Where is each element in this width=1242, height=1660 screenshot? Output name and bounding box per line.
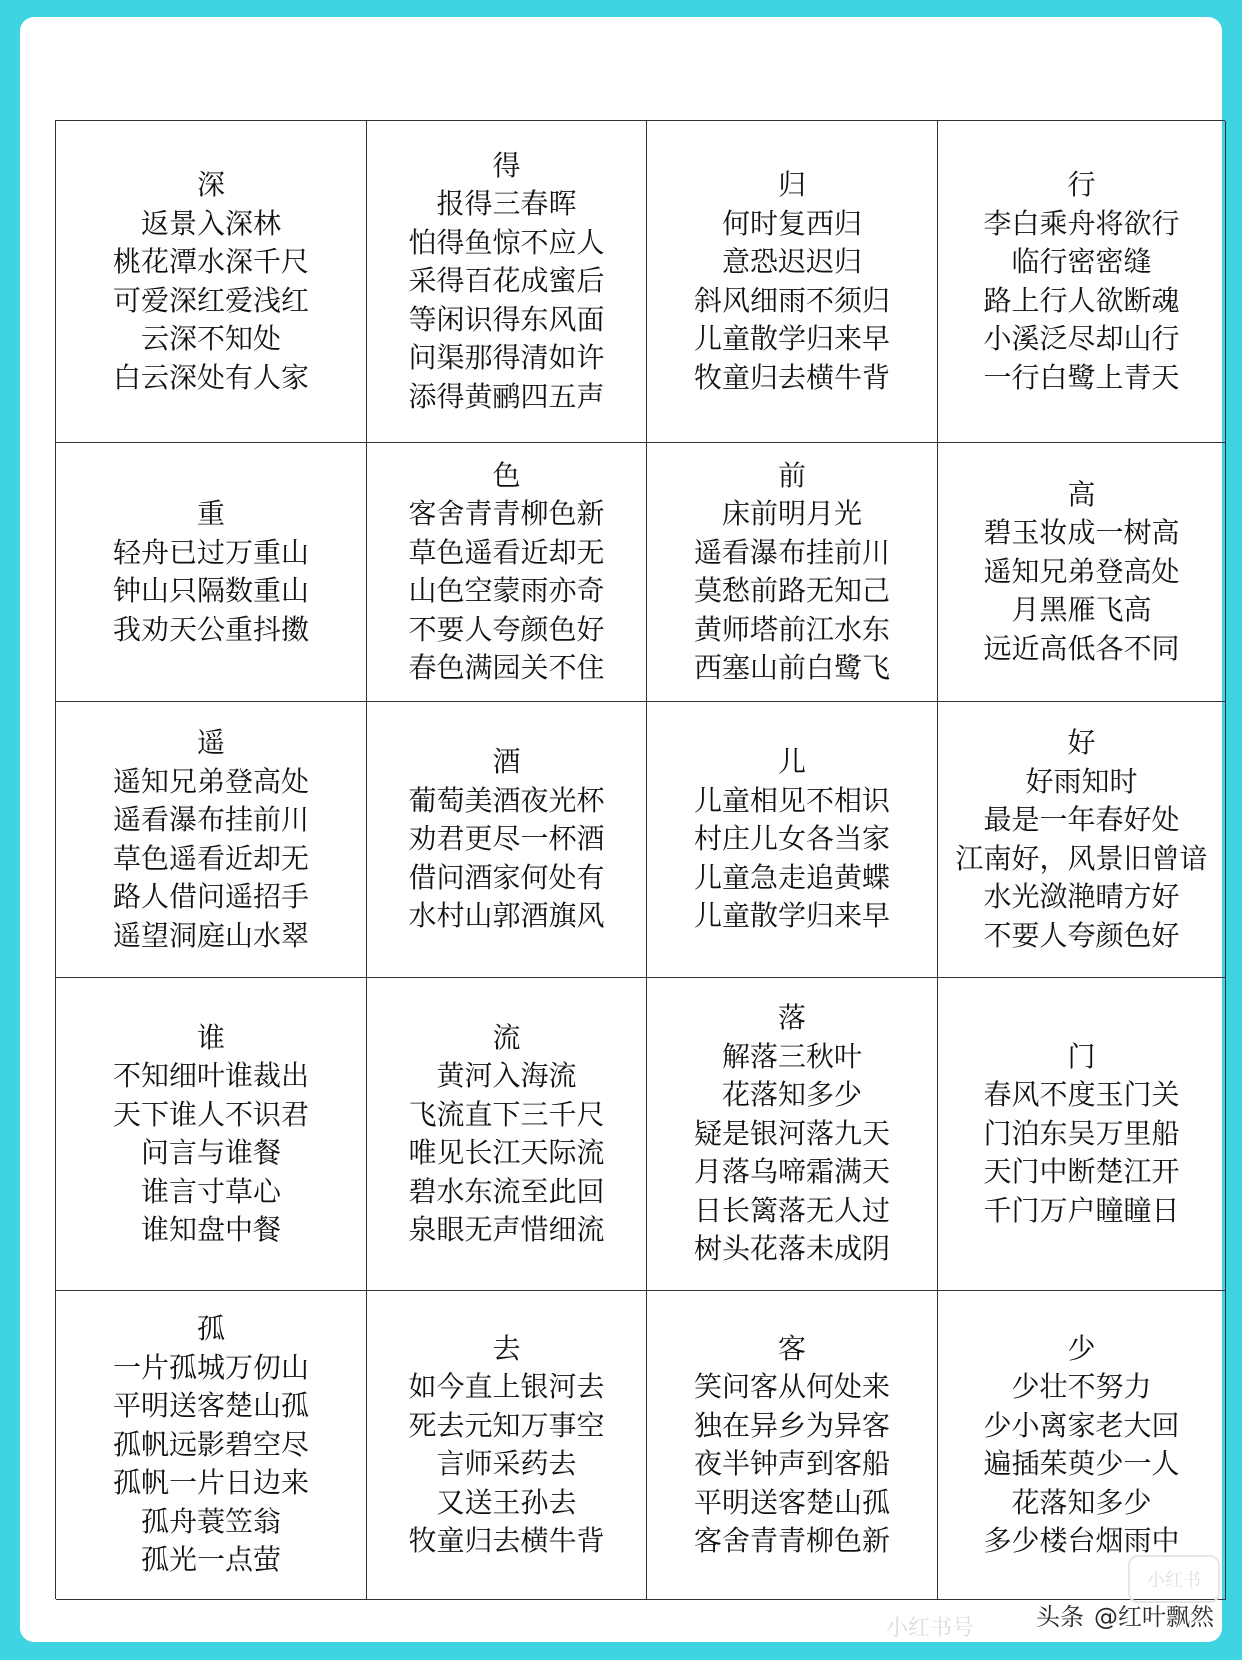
grid-cell xyxy=(367,443,647,702)
poem-line: 春风不度玉门关 xyxy=(983,1078,1180,1112)
cell-heading-character: 门 xyxy=(1067,1039,1096,1073)
poem-line: 月黑雁飞高 xyxy=(1011,593,1152,627)
poem-line: 月落乌啼霜满天 xyxy=(693,1155,890,1189)
poem-line: 怕得鱼惊不应人 xyxy=(408,225,605,259)
poem-line: 床前明月光 xyxy=(721,497,862,530)
cell-heading-character: 谁 xyxy=(196,1020,225,1054)
poem-line: 解落三秋叶 xyxy=(721,1039,862,1073)
poem-line: 小溪泛尽却山行 xyxy=(983,322,1180,355)
cell-heading-character: 得 xyxy=(492,148,521,182)
grid-cell xyxy=(647,1291,938,1600)
poem-line: 花落知多少 xyxy=(1011,1485,1152,1519)
poem-line: 草色遥看近却无 xyxy=(112,841,309,875)
poem-line: 客舍青青柳色新 xyxy=(408,497,605,530)
poem-line: 劝君更尽一杯酒 xyxy=(408,822,605,856)
poem-line: 不要人夸颜色好 xyxy=(983,918,1180,952)
poem-line: 谁言寸草心 xyxy=(140,1174,281,1208)
poem-line: 一行白鹭上青天 xyxy=(983,360,1180,394)
grid-cell xyxy=(56,121,367,443)
poem-line: 路上行人欲断魂 xyxy=(983,283,1180,317)
poem-grid xyxy=(55,120,1225,1599)
poem-line: 遥望洞庭山水翠 xyxy=(112,918,309,952)
poem-line: 飞流直下三千尺 xyxy=(408,1097,605,1131)
poem-line: 言师采药去 xyxy=(436,1447,577,1480)
poem-line: 村庄儿女各当家 xyxy=(693,822,890,856)
grid-cell xyxy=(647,121,938,443)
grid-cell xyxy=(367,1291,647,1600)
grid-cell xyxy=(647,978,938,1291)
cell-heading-character: 色 xyxy=(492,458,521,492)
footer-author: @红叶飘然 xyxy=(1094,1603,1214,1631)
watermark-badge: 小红书 xyxy=(1128,1555,1220,1603)
poem-line: 等闲识得东风面 xyxy=(408,302,605,336)
poem-line: 多少楼台烟雨中 xyxy=(983,1524,1180,1557)
poem-line: 儿童相见不相识 xyxy=(693,783,890,817)
cell-heading-character: 少 xyxy=(1067,1331,1096,1365)
poem-line: 添得黄鹂四五声 xyxy=(408,379,605,413)
poem-line: 草色遥看近却无 xyxy=(408,535,605,569)
poem-line: 遥知兄弟登高处 xyxy=(983,554,1180,588)
poem-line: 采得百花成蜜后 xyxy=(408,264,605,298)
poem-line: 李白乘舟将欲行 xyxy=(983,206,1180,240)
grid-cell xyxy=(938,1291,1226,1600)
cell-heading-character: 行 xyxy=(1067,168,1096,201)
cell-heading-character: 重 xyxy=(196,497,225,530)
poem-line: 门泊东吴万里船 xyxy=(983,1116,1180,1150)
grid-cell xyxy=(647,702,938,978)
cell-heading-character: 酒 xyxy=(492,745,521,779)
grid-cell xyxy=(938,121,1226,443)
poem-line: 碧玉妆成一树高 xyxy=(983,516,1180,550)
poem-line: 少小离家老大回 xyxy=(983,1408,1180,1442)
cell-heading-character: 客 xyxy=(777,1331,806,1365)
poem-line: 泉眼无声惜细流 xyxy=(408,1213,605,1246)
poem-line: 黄河入海流 xyxy=(436,1059,577,1092)
poem-line: 好雨知时 xyxy=(1025,764,1138,798)
poem-line: 黄师塔前江水东 xyxy=(693,612,890,646)
poem-line: 唯见长江天际流 xyxy=(408,1136,605,1169)
poem-line: 借问酒家何处有 xyxy=(408,860,605,894)
poem-line: 轻舟已过万重山 xyxy=(112,535,309,569)
grid-cell xyxy=(367,978,647,1291)
poem-line: 何时复西归 xyxy=(721,206,862,240)
poem-line: 遍插茱萸少一人 xyxy=(983,1447,1180,1480)
poem-line: 儿童散学归来早 xyxy=(693,899,890,933)
poem-line: 春色满园关不住 xyxy=(408,651,605,684)
grid-cell xyxy=(367,702,647,978)
grid-cell xyxy=(938,702,1226,978)
poem-line: 遥看瀑布挂前川 xyxy=(693,535,890,569)
poem-line: 不知细叶谁裁出 xyxy=(112,1059,309,1092)
poem-line: 山色空蒙雨亦奇 xyxy=(408,574,605,607)
grid-cell xyxy=(367,121,647,443)
poem-line: 孤舟蓑笠翁 xyxy=(140,1504,281,1538)
cell-heading-character: 儿 xyxy=(777,745,806,779)
footer-credit xyxy=(1036,1597,1214,1632)
poem-line: 云深不知处 xyxy=(140,322,281,355)
cell-heading-character: 遥 xyxy=(196,726,225,759)
poem-line: 花落知多少 xyxy=(721,1078,862,1112)
poem-line: 斜风细雨不须归 xyxy=(693,283,890,317)
cell-heading-character: 流 xyxy=(492,1020,521,1054)
poem-line: 千门万户瞳瞳日 xyxy=(983,1193,1180,1227)
poem-line: 可爱深红爱浅红 xyxy=(112,283,309,317)
poem-line: 不要人夸颜色好 xyxy=(408,612,605,646)
poem-line: 莫愁前路无知己 xyxy=(693,574,890,607)
poem-line: 牧童归去横牛背 xyxy=(408,1524,605,1557)
poem-line: 我劝天公重抖擞 xyxy=(112,612,309,646)
poem-line: 返景入深林 xyxy=(140,206,281,240)
poem-line: 谁知盘中餐 xyxy=(140,1213,281,1246)
poem-line: 碧水东流至此回 xyxy=(408,1174,605,1208)
grid-cell xyxy=(56,702,367,978)
poem-line: 孤光一点萤 xyxy=(140,1543,281,1577)
poem-line: 日长篱落无人过 xyxy=(693,1193,890,1227)
poem-line: 意恐迟迟归 xyxy=(721,245,862,278)
poem-line: 牧童归去横牛背 xyxy=(693,360,890,394)
footer-platform: 头条 xyxy=(1036,1603,1084,1631)
poem-line: 孤帆远影碧空尽 xyxy=(112,1427,309,1461)
poem-line: 夜半钟声到客船 xyxy=(693,1447,890,1480)
poem-line: 一片孤城万仞山 xyxy=(112,1350,309,1384)
poem-line: 少壮不努力 xyxy=(1011,1370,1152,1403)
poem-line: 天下谁人不识君 xyxy=(112,1097,309,1131)
poem-line: 儿童急走追黄蝶 xyxy=(693,860,890,894)
poem-line: 孤帆一片日边来 xyxy=(112,1466,309,1500)
cell-heading-character: 深 xyxy=(196,168,225,201)
poem-line: 江南好，风景旧曾谙 xyxy=(955,841,1208,875)
cell-heading-character: 落 xyxy=(777,1001,806,1035)
poem-line: 又送王孙去 xyxy=(436,1485,577,1519)
poem-line: 天门中断楚江开 xyxy=(983,1155,1180,1189)
poem-line: 问言与谁餐 xyxy=(140,1136,281,1169)
poem-line: 路人借问遥招手 xyxy=(112,880,309,913)
cell-heading-character: 高 xyxy=(1067,477,1096,511)
poem-line: 独在异乡为异客 xyxy=(693,1408,890,1442)
poem-line: 平明送客楚山孤 xyxy=(693,1485,890,1519)
poem-line: 最是一年春好处 xyxy=(983,803,1180,836)
poem-line: 儿童散学归来早 xyxy=(693,322,890,355)
grid-cell xyxy=(938,443,1226,702)
poem-line: 远近高低各不同 xyxy=(983,631,1180,665)
poem-line: 如今直上银河去 xyxy=(408,1370,605,1403)
poem-line: 桃花潭水深千尺 xyxy=(112,245,309,278)
poem-line: 水村山郭酒旗风 xyxy=(408,899,605,933)
poem-line: 报得三春晖 xyxy=(436,187,577,221)
poem-line: 平明送客楚山孤 xyxy=(112,1389,309,1423)
cell-heading-character: 归 xyxy=(777,168,806,201)
poem-line: 葡萄美酒夜光杯 xyxy=(408,783,605,817)
poem-line: 疑是银河落九天 xyxy=(693,1116,890,1150)
poem-line: 钟山只隔数重山 xyxy=(112,574,309,607)
grid-cell xyxy=(938,978,1226,1291)
grid-cell xyxy=(56,978,367,1291)
poem-line: 客舍青青柳色新 xyxy=(693,1524,890,1557)
poem-line: 西塞山前白鹭飞 xyxy=(693,651,890,684)
grid-cell xyxy=(56,1291,367,1600)
cell-heading-character: 孤 xyxy=(196,1312,225,1346)
poem-line: 死去元知万事空 xyxy=(408,1408,605,1442)
poem-line: 树头花落未成阴 xyxy=(693,1232,890,1266)
poem-line: 遥知兄弟登高处 xyxy=(112,764,309,798)
cell-heading-character: 好 xyxy=(1067,726,1096,759)
poem-line: 临行密密缝 xyxy=(1011,245,1152,278)
poem-line: 白云深处有人家 xyxy=(112,360,309,394)
page-card xyxy=(20,17,1222,1642)
cell-heading-character: 去 xyxy=(492,1331,521,1365)
watermark-faint-text: 小红书号 xyxy=(886,1616,975,1641)
grid-cell xyxy=(56,443,367,702)
poem-line: 问渠那得清如许 xyxy=(408,341,605,375)
poem-line: 水光潋滟晴方好 xyxy=(983,880,1180,913)
poem-line: 遥看瀑布挂前川 xyxy=(112,803,309,836)
cell-heading-character: 前 xyxy=(777,458,806,492)
poem-line: 笑问客从何处来 xyxy=(693,1370,890,1403)
grid-cell xyxy=(647,443,938,702)
